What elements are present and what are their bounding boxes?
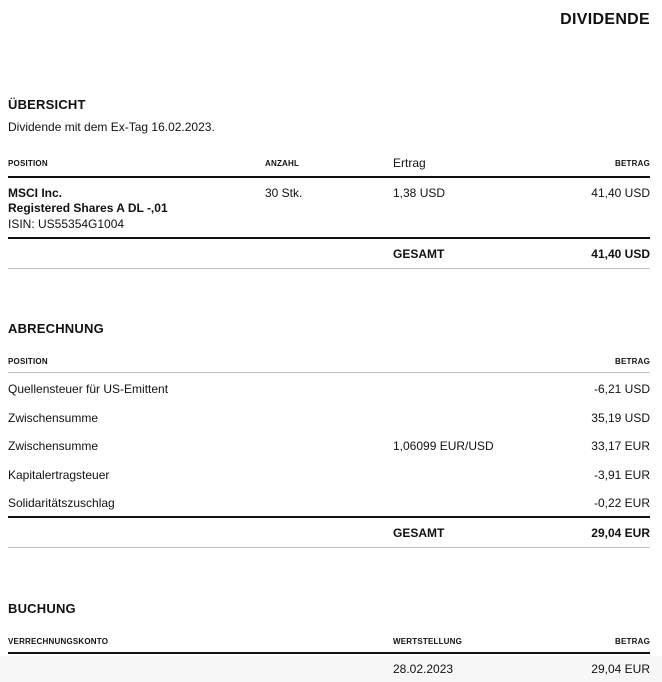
booking-header-account: VERRECHNUNGSKONTO (8, 637, 109, 646)
overview-row-rule (8, 237, 650, 239)
booking-amount: 29,04 EUR (591, 662, 650, 676)
settlement-row-amount: 33,17 EUR (591, 439, 650, 453)
booking-header-value-date: WERTSTELLUNG (393, 637, 463, 646)
booking-header-rule (8, 652, 650, 654)
settlement-header-position: POSITION (8, 357, 48, 366)
settlement-header-rule (8, 372, 650, 373)
settlement-total-label: GESAMT (393, 526, 445, 540)
settlement-row-amount: -0,22 EUR (593, 496, 650, 510)
overview-header-yield: Ertrag (393, 156, 426, 170)
overview-header-position: POSITION (8, 159, 48, 168)
settlement-row-amount: -6,21 USD (593, 382, 650, 396)
overview-total-amount: 41,40 USD (591, 247, 650, 261)
booking-title: BUCHUNG (8, 601, 76, 616)
settlement-row-exchange-rate: 1,06099 EUR/USD (393, 439, 494, 453)
booking-row-background (0, 656, 662, 682)
overview-header-quantity: ANZAHL (265, 159, 300, 168)
booking-header-amount: BETRAG (615, 637, 650, 646)
settlement-row-label: Kapitalertragsteuer (8, 468, 110, 482)
overview-subtitle: Dividende mit dem Ex-Tag 16.02.2023. (8, 120, 215, 134)
settlement-row-label: Zwischensumme (8, 439, 99, 453)
settlement-total-rule (8, 547, 650, 548)
settlement-total-amount: 29,04 EUR (591, 526, 650, 540)
settlement-rows-rule (8, 516, 650, 518)
overview-title: ÜBERSICHT (8, 97, 86, 112)
settlement-row-amount: 35,19 USD (591, 411, 650, 425)
booking-value-date: 28.02.2023 (393, 662, 454, 676)
position-quantity: 30 Stk. (265, 186, 303, 200)
settlement-row-label: Solidaritätszuschlag (8, 496, 115, 510)
settlement-header-amount: BETRAG (615, 357, 650, 366)
overview-total-label: GESAMT (393, 247, 445, 261)
position-isin: ISIN: US55354G1004 (8, 217, 125, 231)
position-description: Registered Shares A DL -,01 (8, 201, 168, 215)
position-amount: 41,40 USD (591, 186, 650, 200)
overview-total-rule (8, 268, 650, 269)
settlement-title: ABRECHNUNG (8, 321, 104, 336)
document-title: DIVIDENDE (560, 11, 650, 28)
overview-header-rule (8, 176, 650, 178)
settlement-row-label: Quellensteuer für US-Emittent (8, 382, 169, 396)
position-yield: 1,38 USD (393, 186, 446, 200)
overview-header-amount: BETRAG (615, 159, 650, 168)
position-name: MSCI Inc. (8, 186, 63, 200)
settlement-row-label: Zwischensumme (8, 411, 99, 425)
settlement-row-amount: -3,91 EUR (593, 468, 650, 482)
